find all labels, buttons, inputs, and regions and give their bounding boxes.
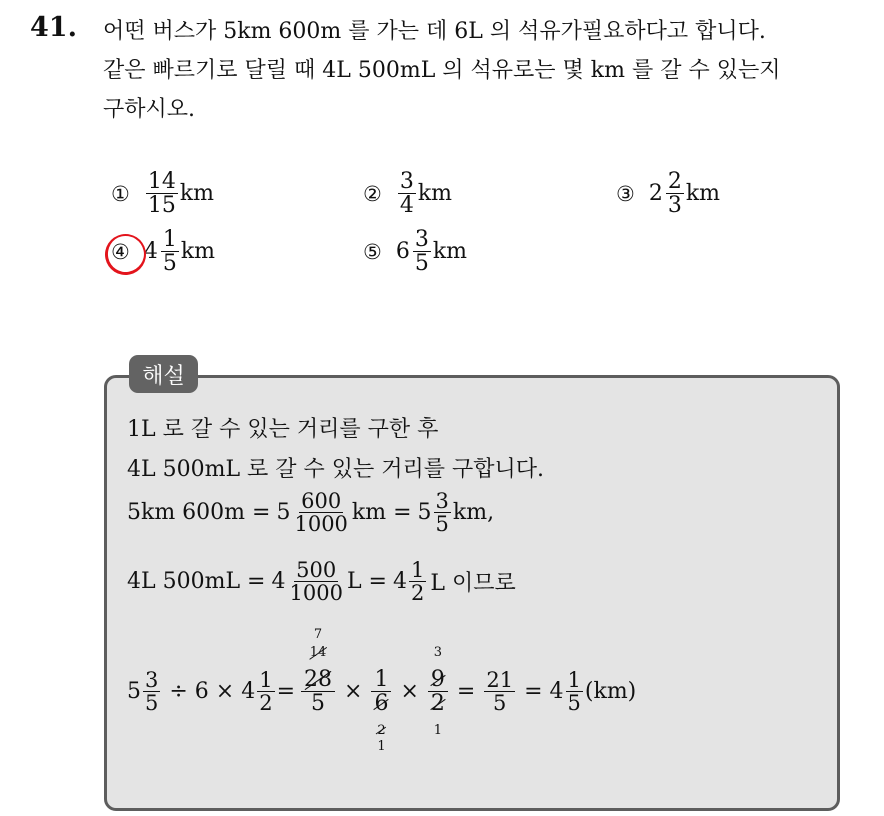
- whole-number: 4: [143, 239, 158, 265]
- unit: km: [179, 181, 215, 207]
- fraction: $\frac{14}{15}$: [147, 169, 176, 219]
- question-number: 41.: [30, 12, 77, 43]
- fraction: $\frac{1}{2}$: [259, 668, 273, 716]
- selected-answer-circle: [101, 230, 150, 279]
- choice-3[interactable]: [616, 170, 720, 217]
- fraction: $\frac{500}{1000}$: [289, 558, 343, 606]
- cancelled-fraction-1: 7 14 28 5: [301, 668, 335, 715]
- unit: km: [417, 181, 453, 207]
- fraction: $\frac{3}{5}$: [145, 668, 159, 716]
- fraction: $\frac{1}{5}$: [162, 227, 177, 277]
- question-text-line-1: 어떤 버스가 5km 600m 를 가는 데 6L 의 석유가필요하다고 합니다.: [103, 19, 766, 44]
- whole-number: 2: [648, 181, 663, 207]
- fraction: $\frac{1}{2}$: [411, 558, 425, 606]
- question-text-line-3: 구하시오.: [103, 97, 196, 122]
- unit: km: [432, 239, 468, 265]
- choice-marker: ⑤: [363, 239, 382, 264]
- fraction: $\frac{3}{5}$: [435, 489, 449, 537]
- cancelled-fraction-3: 3 9 2 1: [428, 668, 448, 715]
- fraction: $\frac{1}{5}$: [567, 668, 581, 716]
- choice-marker: ①: [111, 181, 130, 206]
- fraction: $\frac{3}{5}$: [414, 227, 429, 277]
- whole-number: 6: [395, 239, 410, 265]
- choice-marker: ②: [363, 181, 382, 206]
- solution-tag: 해설: [129, 355, 198, 393]
- fraction: $\frac{2}{3}$: [667, 169, 682, 219]
- choice-2[interactable]: [363, 170, 452, 217]
- solution-line-2: 4L 500mL 로 갈 수 있는 거리를 구합니다.: [127, 457, 545, 482]
- choice-1[interactable]: [111, 170, 214, 217]
- solution-line-1: 1L 로 갈 수 있는 거리를 구한 후: [127, 417, 439, 442]
- fraction: $\frac{21}{5}$: [486, 668, 514, 716]
- equation-calculation: 5 $\frac{3}{5}$ ÷ 6 × 4 $\frac{1}{2}$ = 7 14 28 5 × 1 6 2 1 × 3 9 2 1 = $\frac{21}{5}$ = 4 $\frac{1}{5}$ (km): [127, 627, 637, 754]
- equation-fuel: 4L 500mL = 4 $\frac{500}{1000}$ L = 4 $\frac{1}{2}$ L 이므로: [127, 558, 516, 606]
- unit: km: [685, 181, 721, 207]
- cancelled-fraction-2: 1 6 2 1: [371, 668, 391, 715]
- choice-4[interactable]: [111, 228, 215, 275]
- choice-marker: ④: [111, 240, 130, 264]
- choice-5[interactable]: [363, 228, 467, 275]
- equation-distance: 5km 600m = 5 $\frac{600}{1000}$ km = 5 $\frac{3}{5}$ km,: [127, 489, 495, 537]
- fraction: $\frac{3}{4}$: [399, 169, 414, 219]
- fraction: $\frac{600}{1000}$: [294, 489, 348, 537]
- unit: km: [180, 239, 216, 265]
- question-text-line-2: 같은 빠르기로 달릴 때 4L 500mL 의 석유로는 몇 km 를 갈 수 있는지: [103, 58, 781, 83]
- choice-marker: ③: [616, 181, 635, 206]
